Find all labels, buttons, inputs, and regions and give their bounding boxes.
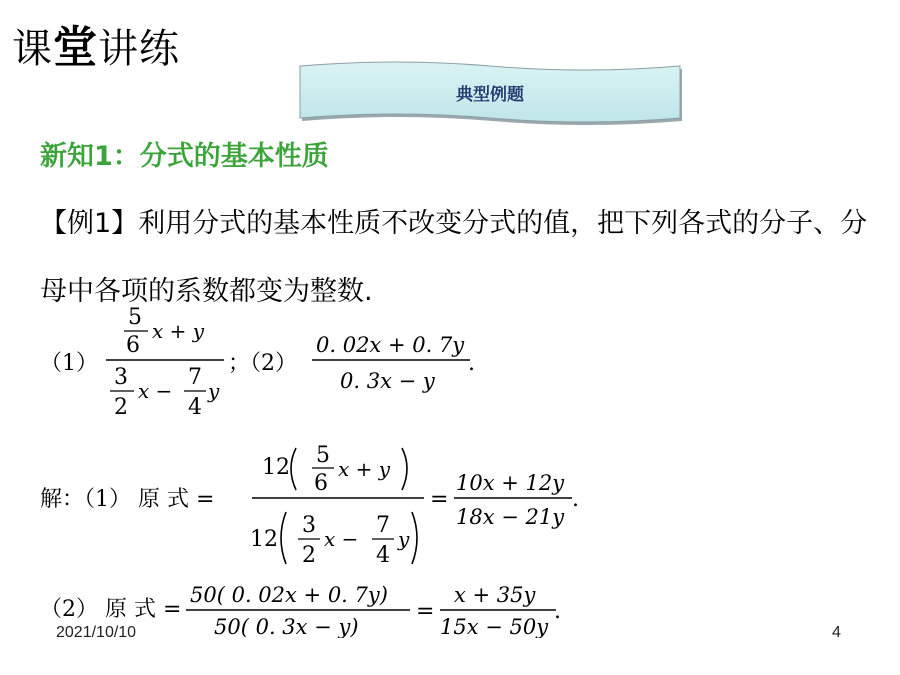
sol2-num: 50( 0. 02x + 0. 7y)	[190, 583, 388, 607]
sol2-result-num: x + 35y	[454, 583, 536, 607]
sol2-den: 50( 0. 3x − y)	[214, 615, 359, 638]
sol2-eq: =	[416, 599, 435, 624]
section-heading: 新知1：分式的基本性质	[40, 141, 329, 172]
footer-date: 2021/10/10	[56, 624, 137, 641]
page-number: 4	[832, 624, 841, 641]
p1-label: （1）	[40, 351, 98, 376]
slide-title-part3: 讲练	[98, 26, 180, 72]
p1-den-b2: 4	[188, 395, 202, 420]
sol1-den-lparen	[281, 512, 286, 564]
sol1-den-a1: 3	[302, 513, 316, 538]
slide-title-part1: 课	[12, 26, 53, 72]
p1-den-mid: x −	[138, 379, 173, 403]
sol1-num-rest: x + y	[338, 457, 391, 481]
sol1-num-a: 5	[316, 443, 330, 468]
sol2-label: （2） 原 式 =	[40, 597, 182, 622]
sol1-den-mid: x −	[324, 527, 359, 551]
p1-den-a1: 3	[114, 365, 128, 390]
p1-num-rest: x + y	[152, 319, 205, 343]
sol1-num-lparen	[291, 448, 296, 490]
sol1-num-coef: 12	[262, 455, 290, 480]
banner-label: 典型例题	[456, 85, 524, 105]
sol1-num-b: 6	[314, 471, 328, 496]
sol1-den-rparen	[412, 512, 417, 564]
sol1-eq: =	[430, 487, 449, 512]
p1-num-b: 6	[126, 333, 140, 358]
sol1-result-den: 18x − 21y	[456, 505, 565, 529]
sol2-end: .	[554, 599, 561, 624]
p2-label: ；（2）	[228, 351, 297, 376]
solution1-formula	[0, 440, 900, 570]
example-text: 利用分式的基本性质不改变分式的值，把下列各式的分子、分母中各项的系数都变为整数.	[40, 208, 868, 307]
p1-num-a: 5	[128, 305, 142, 330]
slide-title-part2: 堂	[53, 22, 98, 73]
sol1-num-rparen	[402, 448, 407, 490]
sol1-den-coef: 12	[250, 527, 278, 552]
sol1-den-b1: 2	[302, 543, 316, 568]
p2-end: .	[468, 351, 475, 376]
sol1-den-b2: 4	[376, 543, 390, 568]
p1-den-a2: 7	[188, 365, 202, 390]
sol1-end: .	[572, 487, 579, 512]
p2-den: 0. 3x − y	[340, 369, 435, 393]
sol1-den-a2: 7	[376, 513, 390, 538]
slide-title	[12, 22, 180, 73]
sol2-result-den: 15x − 50y	[440, 615, 549, 638]
p1-den-b1: 2	[114, 395, 128, 420]
problems-formula	[0, 300, 900, 430]
sol1-result-num: 10x + 12y	[456, 471, 565, 495]
example-tag: 【例1】	[40, 208, 139, 239]
p1-den-end: y	[208, 379, 220, 403]
sol1-den-end: y	[398, 527, 410, 551]
p2-num: 0. 02x + 0. 7y	[316, 333, 465, 357]
sol1-label: 解：（1） 原 式 =	[40, 487, 215, 512]
